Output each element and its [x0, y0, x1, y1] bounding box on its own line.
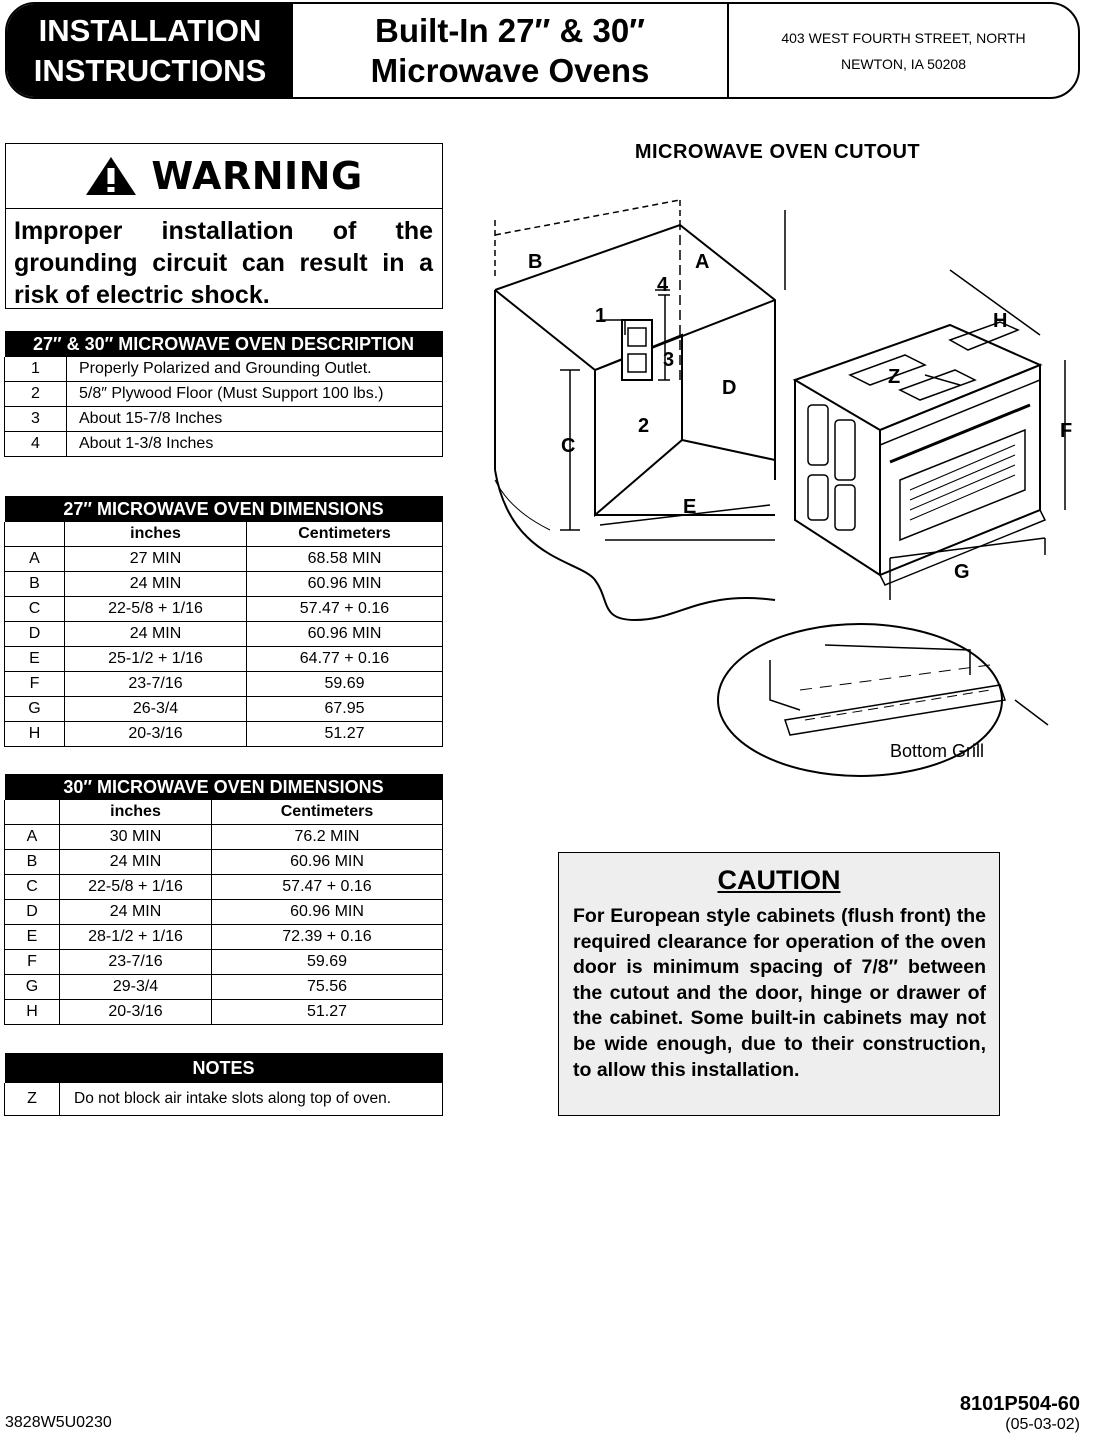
header-address: [729, 4, 1078, 97]
dims-27-table: [4, 496, 443, 747]
label-h: H: [993, 310, 1008, 332]
label-g: G: [954, 561, 970, 583]
dims-30-table: [4, 774, 443, 1025]
header-doc-type-line2: INSTRUCTIONS: [33, 52, 267, 88]
table-row: [5, 975, 443, 1000]
part-number: 3828W5U0230: [5, 1414, 112, 1431]
note-value: Do not block air intake slots along top of oven.: [60, 1083, 443, 1116]
dim-cm: 76.2 MIN: [212, 825, 443, 850]
label-2: 2: [638, 415, 650, 437]
diagram-labels: [528, 251, 1072, 583]
table-row: [5, 382, 443, 407]
header-doc-type-line1: INSTALLATION: [38, 12, 262, 48]
dim-key: C: [5, 597, 65, 622]
dim-cm: 60.96 MIN: [212, 900, 443, 925]
notes-title: NOTES: [5, 1053, 443, 1083]
table-header-row: [5, 522, 443, 547]
document-date: (05-03-02): [1005, 1416, 1080, 1433]
column-header-cm: Centimeters: [247, 522, 443, 547]
table-row: [5, 672, 443, 697]
diagram-title: MICROWAVE OVEN CUTOUT: [634, 141, 921, 163]
table-row: [5, 597, 443, 622]
warning-triangle-icon: [85, 156, 137, 196]
description-key: 2: [5, 382, 67, 407]
label-c: C: [561, 435, 576, 457]
bottom-grill-inset: [718, 624, 1048, 776]
table-row: [5, 1000, 443, 1025]
dim-key: F: [5, 950, 60, 975]
table-row: [5, 647, 443, 672]
document-number: 8101P504-60: [959, 1393, 1080, 1415]
header-address-line2: NEWTON, IA 50208: [840, 55, 966, 72]
dim-inches: 29-3/4: [60, 975, 212, 1000]
table-row: [5, 925, 443, 950]
dim-cm: 59.69: [247, 672, 443, 697]
description-table-title: 27″ & 30″ MICROWAVE OVEN DESCRIPTION: [5, 331, 443, 357]
dim-inches: 25-1/2 + 1/16: [65, 647, 247, 672]
label-d: D: [722, 377, 737, 399]
dim-key: D: [5, 900, 60, 925]
dim-inches: 27 MIN: [65, 547, 247, 572]
header-address-line1: 403 WEST FOURTH STREET, NORTH: [781, 29, 1026, 46]
dim-inches: 30 MIN: [60, 825, 212, 850]
cutout-diagram: [470, 180, 1090, 780]
table-row: [5, 900, 443, 925]
label-f: F: [1060, 420, 1073, 442]
bottom-grill-caption: Bottom Grill: [890, 741, 985, 761]
dim-key: B: [5, 572, 65, 597]
dim-key: H: [5, 1000, 60, 1025]
table-row: [5, 357, 443, 382]
dim-key: G: [5, 697, 65, 722]
dim-key: C: [5, 875, 60, 900]
table-row: [5, 697, 443, 722]
label-3: 3: [663, 349, 675, 371]
column-header-cm: Centimeters: [212, 800, 443, 825]
dim-inches: 20-3/16: [60, 1000, 212, 1025]
description-value: Properly Polarized and Grounding Outlet.: [67, 357, 443, 382]
column-header-inches: inches: [60, 800, 212, 825]
table-row: [5, 825, 443, 850]
dim-key: H: [5, 722, 65, 747]
dim-inches: 24 MIN: [60, 900, 212, 925]
caution-text: For European style cabinets (flush front) the required clearance for operation of the oven door is minimum spacing of 7/8″ between the cutout and the door, hinge or drawer of the cabinet. Some built-in cabinets may not be wide enough, due to their construction, to allow this installation.: [573, 905, 986, 1081]
dim-cm: 51.27: [212, 1000, 443, 1025]
dim-cm: 57.47 + 0.16: [247, 597, 443, 622]
table-row: [5, 722, 443, 747]
table-row: [5, 875, 443, 900]
description-table: [4, 331, 443, 457]
dim-cm: 59.69: [212, 950, 443, 975]
dim-inches: 26-3/4: [65, 697, 247, 722]
dim-key: F: [5, 672, 65, 697]
table-row: [5, 432, 443, 457]
column-header-key: [5, 800, 60, 825]
oven-illustration: [795, 270, 1065, 600]
dim-inches: 22-5/8 + 1/16: [65, 597, 247, 622]
label-1: 1: [595, 305, 607, 327]
description-value: About 1-3/8 Inches: [67, 432, 443, 457]
dim-cm: 60.96 MIN: [247, 622, 443, 647]
label-b: B: [528, 251, 543, 273]
dim-key: E: [5, 647, 65, 672]
dims-30-title: 30″ MICROWAVE OVEN DIMENSIONS: [5, 774, 443, 800]
dim-cm: 72.39 + 0.16: [212, 925, 443, 950]
dim-cm: 64.77 + 0.16: [247, 647, 443, 672]
caution-box: [558, 852, 1000, 1116]
dim-cm: 60.96 MIN: [212, 850, 443, 875]
dim-inches: 24 MIN: [60, 850, 212, 875]
dim-inches: 22-5/8 + 1/16: [60, 875, 212, 900]
dim-inches: 24 MIN: [65, 572, 247, 597]
dim-cm: 51.27: [247, 722, 443, 747]
dim-inches: 23-7/16: [65, 672, 247, 697]
column-header-key: [5, 522, 65, 547]
dims-27-title: 27″ MICROWAVE OVEN DIMENSIONS: [5, 496, 443, 522]
table-row: [5, 950, 443, 975]
dim-cm: 75.56: [212, 975, 443, 1000]
description-key: 1: [5, 357, 67, 382]
description-value: About 15-7/8 Inches: [67, 407, 443, 432]
dim-key: G: [5, 975, 60, 1000]
warning-title: WARNING: [151, 154, 363, 198]
header-title-line2: Microwave Ovens: [370, 51, 650, 89]
caution-title: CAUTION: [717, 865, 841, 895]
table-row: [5, 850, 443, 875]
description-key: 4: [5, 432, 67, 457]
column-header-inches: inches: [65, 522, 247, 547]
table-row: [5, 572, 443, 597]
dim-key: D: [5, 622, 65, 647]
table-row: [5, 547, 443, 572]
dim-key: B: [5, 850, 60, 875]
table-row: [5, 407, 443, 432]
document-header: [5, 2, 1080, 99]
warning-heading: [6, 144, 442, 209]
table-header-row: [5, 800, 443, 825]
table-row: [5, 622, 443, 647]
dim-cm: 68.58 MIN: [247, 547, 443, 572]
description-value: 5/8″ Plywood Floor (Must Support 100 lbs.): [67, 382, 443, 407]
label-a: A: [695, 251, 710, 273]
dim-key: E: [5, 925, 60, 950]
header-title: [293, 4, 729, 97]
label-e: E: [683, 496, 697, 518]
dim-inches: 20-3/16: [65, 722, 247, 747]
note-key: Z: [5, 1083, 60, 1116]
dim-inches: 28-1/2 + 1/16: [60, 925, 212, 950]
dim-key: A: [5, 547, 65, 572]
dim-inches: 24 MIN: [65, 622, 247, 647]
table-row: [5, 1083, 443, 1116]
notes-table: [4, 1053, 443, 1116]
dim-key: A: [5, 825, 60, 850]
warning-text: Improper installation of the grounding circuit can result in a risk of electric shock.: [14, 217, 433, 309]
header-title-line1: Built-In 27″ & 30″: [375, 11, 645, 49]
label-z: Z: [888, 366, 901, 388]
dim-cm: 67.95: [247, 697, 443, 722]
header-doc-type: [7, 4, 293, 97]
description-key: 3: [5, 407, 67, 432]
warning-box: [5, 143, 443, 309]
label-4: 4: [657, 274, 669, 296]
dim-inches: 23-7/16: [60, 950, 212, 975]
dim-cm: 57.47 + 0.16: [212, 875, 443, 900]
dim-cm: 60.96 MIN: [247, 572, 443, 597]
